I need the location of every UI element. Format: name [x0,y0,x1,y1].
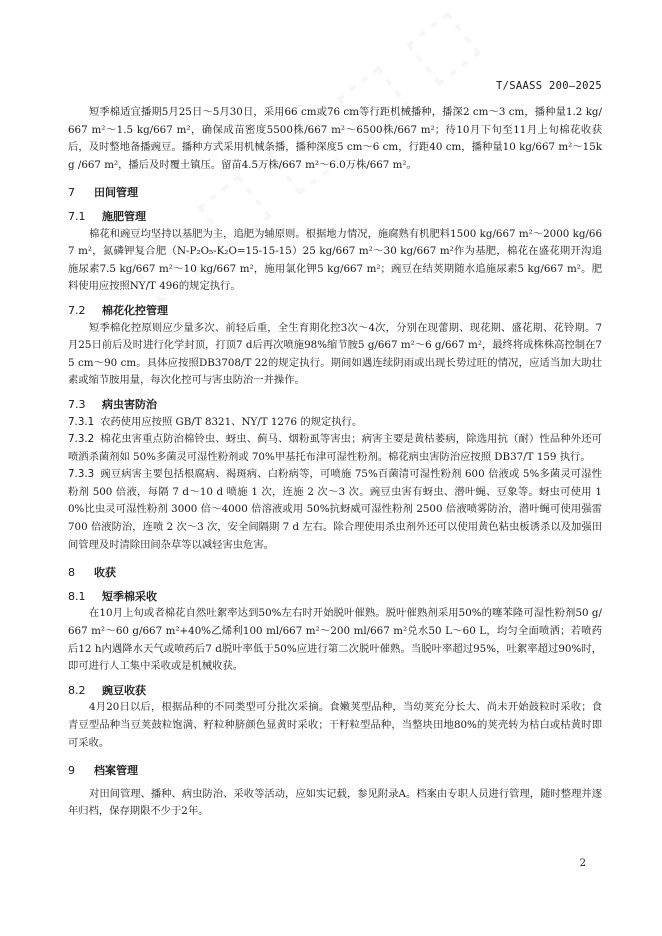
document-body [68,104,602,821]
section-7-3-3 [68,466,602,554]
section-title: 豌豆收获 [102,683,146,697]
section-7-2-text: 短季棉化控原则应少量多次、前轻后重，全生育期化控3次～4次，分别在现蕾期、现花期、盛花期、花铃期。7月25日前后及时进行化学封顶，打顶7 d后再次喷施98%缩节胺5 g/667 m²～6 g/667 m²，最终将成株株高控制在75 cm～90 cm。具体应按照DB3708/T 22的规定执行。期间如遇连续阴雨或出现长势过旺的情况，应适当加大助壮素或缩节胺用量，每次化控可与害虫防治一并操作。 [68,321,602,387]
section-title: 棉花化控管理 [102,303,168,317]
section-number: 7.2 [68,303,86,317]
section-7-3-heading [68,396,602,414]
section-title: 施肥管理 [102,209,146,223]
section-title: 收获 [94,566,116,580]
section-number: 8.2 [68,683,86,697]
intro-paragraph: 短季棉适宜播期5月25日～5月30日，采用66 cm或76 cm等行距机械播种，播深2 cm～3 cm，播种量1.2 kg/667 m²～1.5 kg/667 m²，确保成苗密度5500株/667 m²～6500株/667 m²；待10月下旬至11月上旬棉花收获后，及时整地备播豌豆。播种方式采用机械条播，播种深度5 cm～6 cm，行距40 cm，播种量10 kg/667 m²～15kg /667 m²，播后及时覆土镇压。留苗4.5万株/667 m²～6.0万株/667 m²。 [68,106,602,171]
section-7-3-2 [68,431,602,466]
section-title: 短季棉采收 [102,589,157,603]
section-7-1-text: 棉花和豌豆均坚持以基肥为主，追肥为辅原则。根据地力情况，施腐熟有机肥料1500 kg/667 m²～2000 kg/667 m²，氮磷钾复合肥（N-P₂O₅-K₂O=15-15-15）25 kg/667 m²～30 kg/667 m²作为基肥，棉花在盛花期开沟追施尿素7.5 kg/667 m²～10 kg/667 m²，施用氯化钾5 kg/667 m²；豌豆在结荚期随水追施尿素5 kg/667 m²。肥料使用应按照NY/T 496的规定执行。 [68,227,602,293]
section-title: 档案管理 [94,764,138,778]
section-number: 8 [68,566,75,580]
section-title: 病虫害防治 [102,397,157,411]
section-8-heading [68,564,602,582]
section-number: 7.1 [68,209,86,223]
clause-text: 棉花虫害重点防治棉铃虫、蚜虫、蓟马、烟粉虱等害虫；病害主要是黄枯萎病，除选用抗（耐）性品种外还可喷洒杀菌剂如 50%多菌灵可湿性粉剂或 70%甲基托布津可湿性粉剂。棉花病虫害防治应按照 DB37/T 159 执行。 [68,433,602,463]
section-8-2-text: 4月20日以后，根据品种的不同类型可分批次采摘。食嫩荚型品种，当幼荚充分长大、尚未开始鼓粒时采收；食青豆型品种当豆荚鼓粒饱满、籽粒种脐颜色显黄时采收；干籽粒型品种，当整块田地80%的荚壳转为枯白或枯黄时即可采收。 [68,701,602,749]
section-9-text: 对田间管理、播种、病虫防治、采收等活动，应如实记载，参见附录A。档案由专职人员进行管理，随时整理并逐年归档，保存期限不少于2年。 [68,787,602,818]
section-8-1-text: 在10月上旬或者棉花自然吐絮率达到50%左右时开始脱叶催熟。脱叶催熟剂采用50%的噻苯隆可湿性粉剂50 g/667 m²～60 g/667 m²+40%乙烯利100 ml/667 m²～200 ml/667 m²兑水50 L～60 L，均匀全面喷洒；若喷药后12 h内遇降水天气或喷药后7 d脱叶率低于50%应进行第二次脱叶催熟。当脱叶率超过95%，吐絮率超过90%时，即可进行人工集中采收或是机械收获。 [68,607,602,673]
page-number: 2 [579,858,586,869]
clause-text: 豌豆病害主要包括根腐病、褐斑病、白粉病等，可喷施 75%百菌清可湿性粉剂 600 倍液或 5%多菌灵可湿性粉剂 500 倍液，每隔 7 d～10 d 喷施 1 次，连施 2 次～3 次。豌豆虫害有蚜虫、潜叶蝇、豆象等。蚜虫可使用 10%比虫灵可湿性粉剂 3000 倍～4000 倍溶液或用 50%抗蚜威可湿性粉剂 2500 倍液喷雾防治，潜叶蝇可使用强雷 700 倍液防治，连喷 2 次～3 次，安全间隔期 7 d 左右。除合理使用杀虫剂外还可以使用黄色粘虫板诱杀以及加强田间管理及时清除田间杂草等以减轻害虫危害。 [68,468,602,551]
document-id: T/SAASS 200—2025 [496,80,602,92]
section-7-3-1 [68,414,602,432]
section-number: 9 [68,764,75,778]
section-8-1-heading [68,588,602,606]
section-7-2-heading [68,302,602,320]
clause-text: 农药使用应按照 GB/T 8321、NY/T 1276 的规定执行。 [100,415,363,428]
section-title: 田间管理 [94,186,138,200]
section-7-1-heading [68,208,602,226]
clause-number: 7.3.2 [68,433,95,446]
section-9-heading [68,762,602,780]
section-number: 8.1 [68,589,86,603]
section-number: 7.3 [68,397,86,411]
clause-number: 7.3.3 [68,468,95,481]
section-7-heading [68,184,602,202]
section-8-2-heading [68,682,602,700]
section-number: 7 [68,186,75,200]
clause-number: 7.3.1 [68,415,95,428]
